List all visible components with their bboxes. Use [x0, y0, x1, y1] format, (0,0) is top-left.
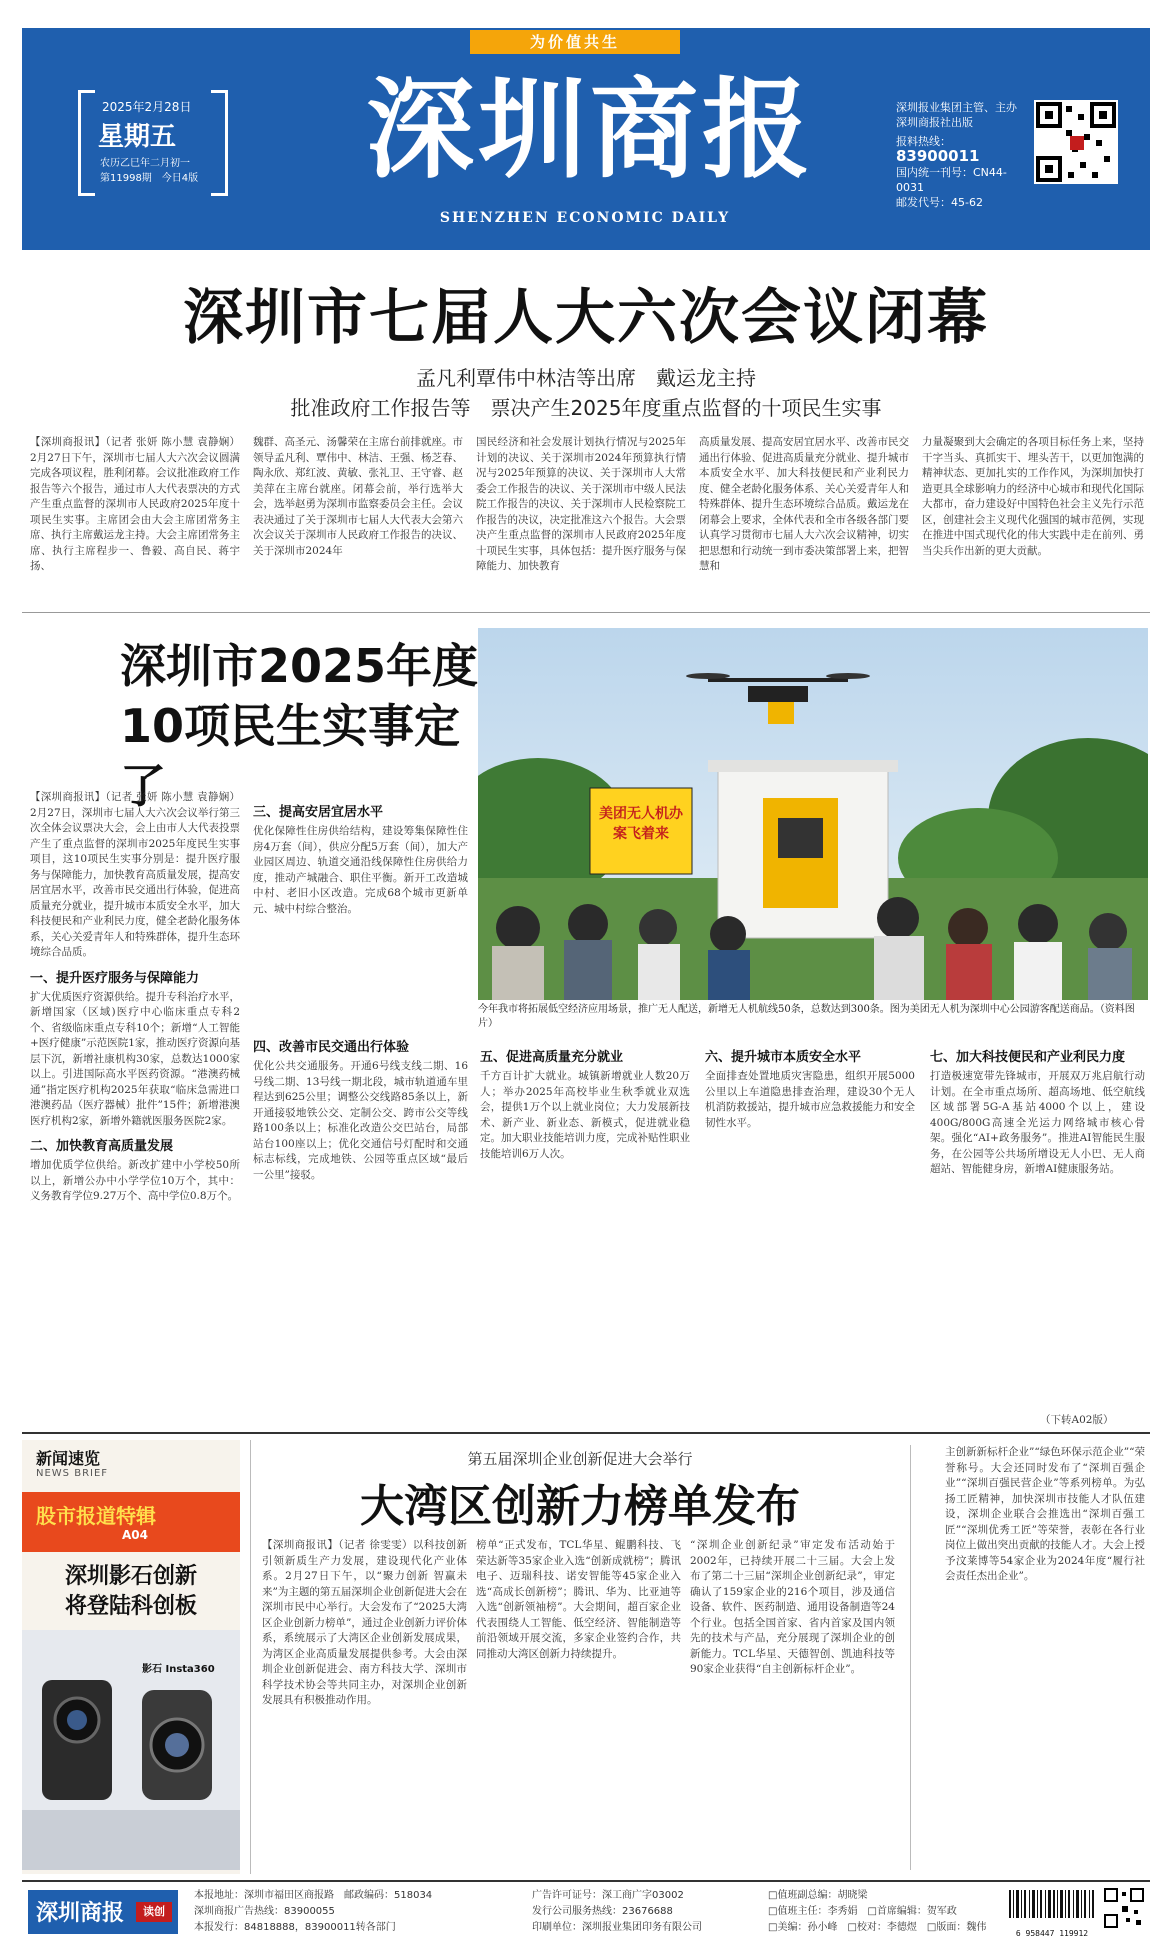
footer-editor-1: □值班副总编：胡晓梁 [768, 1890, 868, 1901]
section-heading-7: 七、加大科技便民和产业利民力度 [930, 1050, 1126, 1065]
feature-column-3 [480, 1040, 690, 1430]
section-text-1: 扩大优质医疗资源供给。提升专科治疗水平，新增国家（区域)医疗中心临床重点专科2个、省级临床重点专科10个；新增“人工智能+医疗健康”示范医院1家，推动医疗资源向基层下沉，新增社康机构30家，总数达1000家以上。引进国际高水平医药资源。“港澳药械通”指定医疗机构2025年获取“临床急需进口港澳药品（医疗器械）批件”15件；新增港澳医疗机构2家，新增外籍就医服务医院2家。 [30, 990, 240, 1127]
photo-caption [478, 1003, 1148, 1031]
feature-column-5 [930, 1040, 1145, 1410]
section-divider-2 [22, 1432, 1150, 1434]
feature-column-2a [253, 795, 468, 995]
section-heading-6: 六、提升城市本质安全水平 [705, 1050, 862, 1065]
section-text-7: 打造极速宽带先锋城市，开展双万兆启航行动计划。在全市重点场所、超高场地、低空航线区域部署5G-A基站4000个以上，建设400G/800G高速全光运力网络城市核心骨架。强化“AI+政务服务”。推进AI智能民生服务，在公园等公共场所增设无人小巴、无人商超站、智能健身房，新增AI健康服务站。 [930, 1070, 1145, 1175]
publisher-info [896, 100, 1024, 210]
newspaper-logo-english: SHENZHEN ECONOMIC DAILY [439, 210, 731, 226]
footer-press: 印刷单位：深圳报业集团印务有限公司 [532, 1922, 702, 1933]
publisher-line-2: 深圳商报社出版 [896, 116, 973, 129]
footer [22, 1880, 1150, 1946]
section-text-6: 全面排查处置地质灾害隐患，组织开展5000公里以上车道隐患排查治理，建设30个无人机消防救援站，提升城市应急救援能力和安全韧性水平。 [705, 1070, 915, 1129]
stock-special-page: A04 [122, 1528, 148, 1542]
left-bracket [78, 90, 95, 196]
caption-credit: （资料图片） [478, 1004, 1135, 1029]
publisher-line: 深圳报业集团主管、主办 [896, 101, 1017, 114]
brief-item-title-line-2: 将登陆科创板 [64, 1594, 197, 1619]
footer-editors [768, 1888, 998, 1936]
footer-logo-tag: 读创 [136, 1902, 172, 1922]
date-box [78, 90, 228, 190]
bottom-story-kicker: 第五届深圳企业创新促进大会举行 [467, 1450, 693, 1468]
feature-intro: 【深圳商报讯】（记者 张妍 陈小慧 袁静娴）2月27日，深圳市七届人大六次会议举行第三次全体会议票决大会，会上由市人大代表投票产生了重点监督的深圳市2025年度民生实事项目，这10项民生实事分别是：提升医疗服务与保障能力，加快教育高质量发展，提高安居宜居水平，改善市民交通出行体验，促进高质量充分就业，提升城市本质安全水平，加大科技便民和产业利民力度，健全老龄化服务体系，关心关爱青年人和特殊群体，提升生态环境综合品质。 [30, 791, 240, 958]
section-heading-2: 二、加快教育高质量发展 [30, 1139, 174, 1154]
section-heading-3: 三、提高安居宜居水平 [253, 805, 384, 820]
stock-special-banner[interactable] [22, 1492, 240, 1552]
lead-subheading-1: 孟凡利覃伟中林洁等出席 戴运龙主持 [416, 366, 756, 390]
feature-column-2b [253, 1030, 468, 1430]
qr-code-icon [1034, 100, 1118, 184]
footer-editor-3: □美编：孙小峰 □校对：李德煜 □版面：魏伟 [768, 1922, 987, 1933]
feature-column-1 [30, 790, 240, 1430]
footer-info-1 [194, 1888, 494, 1936]
feature-title [120, 636, 490, 816]
column-rule [250, 1440, 251, 1874]
column-rule-2 [910, 1445, 911, 1870]
feature-title-line-2: 10项民生实事定了 [120, 699, 461, 813]
drone-delivery-photo [478, 628, 1148, 1000]
section-text-4: 优化公共交通服务。开通6号线支线二期、16号线二期、13号线一期北段，城市轨道通车里程达到625公里；调整公交线路85条以上，新开通接驳地铁公交、定制公交、跨市公交等线路100条以上；标准化改造公交巴站台，局部站台100座以上；优化交通信号灯配时和交通标志标线，完成地铁、公园等重点区域“最后一公里”接驳。 [253, 1060, 468, 1181]
footer-logo: 深圳商报 [36, 1900, 125, 1926]
cn-number: 国内统一刊号：CN44-0031 [896, 166, 1007, 194]
qr-code-icon [1104, 1888, 1144, 1928]
camera-product-photo [22, 1630, 240, 1870]
section-text-2: 增加优质学位供给。新改扩建中小学校50所以上，新增公办中小学学位10万个，其中：义务教育学位9.27万个、高中学位0.8万个。 [30, 1159, 240, 1202]
barcode-number: 6 958447 119912 [1015, 1929, 1089, 1938]
footer-print: 发行公司服务热线：23676688 [532, 1906, 673, 1917]
hotline-number: 83900011 [896, 147, 980, 165]
news-brief-label-en: NEWS BRIEF [36, 1468, 109, 1479]
section-text-5: 千方百计扩大就业。城镇新增就业人数20万人；举办2025年高校毕业生秋季就业双选会，提供1万个以上就业岗位；大力发展新技术、新产业、新业态、新模式，促进就业稳定。加大职业技能培训力度，完成补贴性职业技能培训6万人次。 [480, 1070, 690, 1160]
footer-dist: 本报发行：84818888，83900011转各部门 [194, 1922, 396, 1933]
footer-address: 本报地址：深圳市福田区商报路 邮政编码：518034 [194, 1890, 433, 1901]
feature-title-line-1: 深圳市2025年度 [120, 639, 479, 693]
hotline-label: 报料热线： [896, 135, 951, 148]
footer-phone: 深圳商报广告热线：83900055 [194, 1906, 335, 1917]
section-heading-4: 四、改善市民交通出行体验 [253, 1040, 410, 1055]
footer-license: 广告许可证号：深工商广字03002 [532, 1890, 684, 1901]
lunar-date: 农历乙巳年二月初一 [100, 158, 190, 169]
lead-column-5: 力量凝聚到大会确定的各项目标任务上来，坚持干字当头、真抓实干、埋头苦干，以更加饱满的精神状态、更加扎实的工作作风，为深圳加快打造更具全球影响力的经济中心城市和现代化国际大都市，奋力建设好中国特色社会主义先行示范区，创建社会主义现代化强国的城市范例，实现在推进中国式现代化的伟大实践中走在前列、勇当尖兵作出新的更大贡献。 [922, 436, 1144, 557]
right-bracket [211, 90, 228, 196]
feature-column-4 [705, 1040, 915, 1430]
lead-column-1: 【深圳商报讯】（记者 张妍 陈小慧 袁静娴）2月27日下午，深圳市七届人大六次会议圆满完成各项议程，胜利闭幕。会议批准政府工作报告等六个报告，通过市人大代表票决的方式产生重点监督的深圳市人民政府2025年度十项民生实事。主席团会由大会主席团常务主席、执行主席戴运龙主持。大会主席团常务主席、执行主席程步一、鲁毅、高自民、蒋宇扬、 [30, 436, 240, 572]
caption-text: 今年我市将拓展低空经济应用场景，推广无人配送，新增无人机航线50条，总数达到300条。图为美团无人机为深圳中心公园游客配送商品。 [478, 1004, 1100, 1015]
section-heading-5: 五、促进高质量充分就业 [480, 1050, 624, 1065]
lead-column-3: 国民经济和社会发展计划执行情况与2025年计划的决议、关于深圳市2024年预算执行情况与2025年预算的决议、关于深圳市人大常委会工作报告的决议、关于深圳市中级人民法院工作报告的决议、关于深圳市人民检察院工作报告的决议，决定批准这六个报告。大会票决产生重点监督的深圳市人民政府2025年度十项民生实事，具体包括：提升医疗服务与保障能力、加快教育 [476, 436, 686, 572]
slogan-tab: 为价值共生 [470, 30, 680, 54]
brief-item-title-line-1: 深圳影石创新 [64, 1564, 197, 1589]
news-brief-label: 新闻速览 [36, 1449, 101, 1468]
footer-info-2 [532, 1888, 752, 1936]
post-code: 邮发代号：45-62 [896, 196, 983, 209]
footer-editor-2: □值班主任：李秀娟 □首席编辑：贺军政 [768, 1906, 957, 1917]
footer-logo-box [28, 1890, 178, 1934]
lead-subheading-2: 批准政府工作报告等 票决产生2025年度重点监督的十项民生实事 [290, 396, 882, 420]
newspaper-logo: 深圳商报 [365, 67, 814, 193]
bottom-column-1: 【深圳商报讯】（记者 徐雯雯）以科技创新引领新质生产力发展，建设现代化产业体系。2月27日下午，以“聚力创新 智赢未来”为主题的第五届深圳企业创新促进大会在深圳市民中心举行。大会发布了“2025大湾区企业创新力榜单”，通过企业创新力评价体系，系统展示了大湾区企业创新发展成果，为湾区企业高质量发展提供参考。大会由深圳企业创新促进会、南方科技大学、深圳市科学技术协会等共同主办，对深圳企业创新发展具有积极推动作用。 [262, 1539, 467, 1706]
barcode-icon [1007, 1890, 1097, 1938]
stock-special-title: 股市报道特辑 [36, 1504, 156, 1528]
issue-weekday: 星期五 [98, 122, 177, 152]
section-heading-1: 一、提升医疗服务与保障能力 [30, 970, 200, 986]
bottom-story-headline: 大湾区创新力榜单发布 [360, 1481, 800, 1532]
lead-column-4: 高质量发展、提高安居宜居水平、改善市民交通出行体验、促进高质量充分就业、提升城市本质安全水平、加大科技便民和产业利民力度、健全老龄化服务体系、关心关爱青年人和特殊群体、提升生态环境综合品质。戴运龙在闭幕会上要求，全体代表和全市各级各部门要认真学习贯彻市七届人大六次会议精神，切实把思想和行动统一到市委决策部署上来，把智慧和 [699, 436, 909, 572]
lead-headline: 深圳市七届人大六次会议闭幕 [183, 283, 989, 353]
lead-column-2: 魏群、高圣元、汤馨荣在主席台前排就座。市领导孟凡利、覃伟中、林洁、王强、杨芝春、陶永欣、郑红波、黄敏、张礼卫、王守睿、赵美萍在主席台就座。闭幕会前，举行选举大会，选举赵勇为深圳市监察委员会主任。会议表决通过了关于深圳市七届人大代表大会第六次会议关于深圳市人民政府工作报告的决议、关于深圳市2024年 [253, 436, 463, 557]
issue-date: 2025年2月28日 [102, 100, 192, 114]
photo-sign-text: 美团无人机办案飞着来 [599, 806, 683, 842]
bottom-column-4: 主创新新标杆企业”“绿色环保示范企业”“荣誉称号。大会还同时发布了“深圳百强企业”“深圳百强民营企业”等系列榜单。为弘扬工匠精神，加快深圳市技能人才队伍建设，深圳企业联合会推选出“深圳百强工匠”“深圳优秀工匠”等荣誉，表彰在各行业岗位上做出突出贡献的技能人才。大会上授予汶莱博等54家企业为2024年度“履行社会责任杰出企业”。 [945, 1446, 1145, 1582]
section-text-3: 优化保障性住房供给结构，建设筹集保障性住房4万套（间），供应分配5万套（间），加大产业园区周边、轨道交通沿线保障性住房供给力度，推动产城融合、职住平衡。新开工改造城中村、老旧小区改造。完成68个城市更新单元、城中村综合整治。 [253, 825, 468, 915]
product-brand: 影石 Insta360 [142, 1664, 215, 1675]
brief-item-title [22, 1562, 240, 1622]
section-divider [22, 612, 1150, 613]
issue-number: 第11998期 今日4版 [100, 173, 199, 184]
jump-line: （下转A02版） [1040, 1414, 1114, 1426]
bottom-column-3: “深圳企业创新纪录”审定发布活动始于2002年，已持续开展二十三届。大会上发布了第二十三届“深圳企业创新纪录”，审定确认了159家企业的216个项目，涉及通信设备、软件、医药制造、通用设备制造等24个行业。包括全国首家、省内首家及国内领先的技术与产品，充分展现了深圳企业的创新能力。TCL华星、天德智创、凯迪科技等90家企业获得“自主创新标杆企业”。 [690, 1539, 895, 1675]
bottom-column-2: 榜单“正式发布，TCL华星、鲲鹏科技、飞荣达新等35家企业入选“创新成就榜”；腾讯电子、迈瑞科技、诺安智能等45家企业入选“高成长创新榜”；腾讯、华为、比亚迪等入选“创新领袖榜”。大会期间，超百家企业代表围绕人工智能、低空经济、智能制造等前沿领域开展交流，多家企业签约合作，共同推动大湾区创新力持续提升。 [476, 1539, 681, 1660]
